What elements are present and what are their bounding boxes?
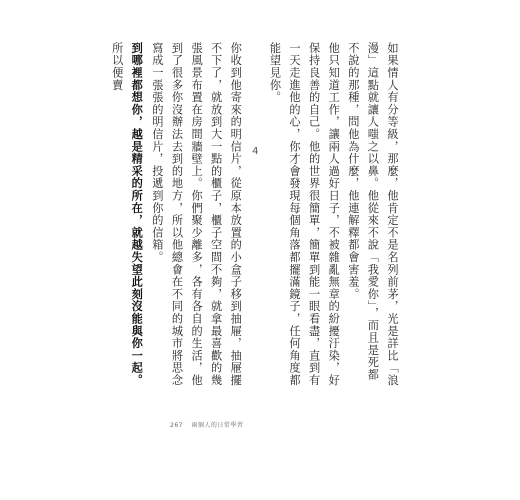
paragraph-4 <box>107 42 147 387</box>
book-title: 兩個人的日常學習 <box>191 422 244 429</box>
section-number: 4 <box>249 146 261 159</box>
paragraph-3: 你收到他寄來的明信片，從原本放置的小盒子移到抽屜，抽屜擺不下了，就放到大一點的櫃子，櫃子空間不夠，就拿最喜歡的幾張風景布置在房間牆壁上。你們聚少離多，各有各自的生活，他到了很多你沒辦法去到的地方，所以他總會在不同的城市將思念寫成一張張的明信片，投遞到你的信箱。 <box>150 42 243 387</box>
paragraph-4-text: 所以便賣 <box>110 42 124 92</box>
vertical-text-body <box>107 42 402 387</box>
paragraph-1: 如果情人有分等級，那麼，他肯定不是名列前茅，光是詳比「浪漫」這點就讓人嗤之以鼻。他從來不說「我愛你」，而且是死都不說的那種，問他為什麼，他連解釋都會害羞。 <box>346 42 399 387</box>
page-number: 267 <box>170 422 183 429</box>
paragraph-4-bold-text: 到哪裡都想你，越是精采的所在，就越失望此刻沒能與你一起。 <box>130 42 145 387</box>
page-footer <box>170 420 243 429</box>
paragraph-2: 他只知道工作，讓兩人過好日子，不被雜亂無章的紛擾汙染，好保持良善的自己。他的世界很簡單，簡單到能一眼看盡，直到有一天走進他的心，你才會發現每個角落都擺滿鏡子，任何角度都能望見你。 <box>268 42 341 387</box>
